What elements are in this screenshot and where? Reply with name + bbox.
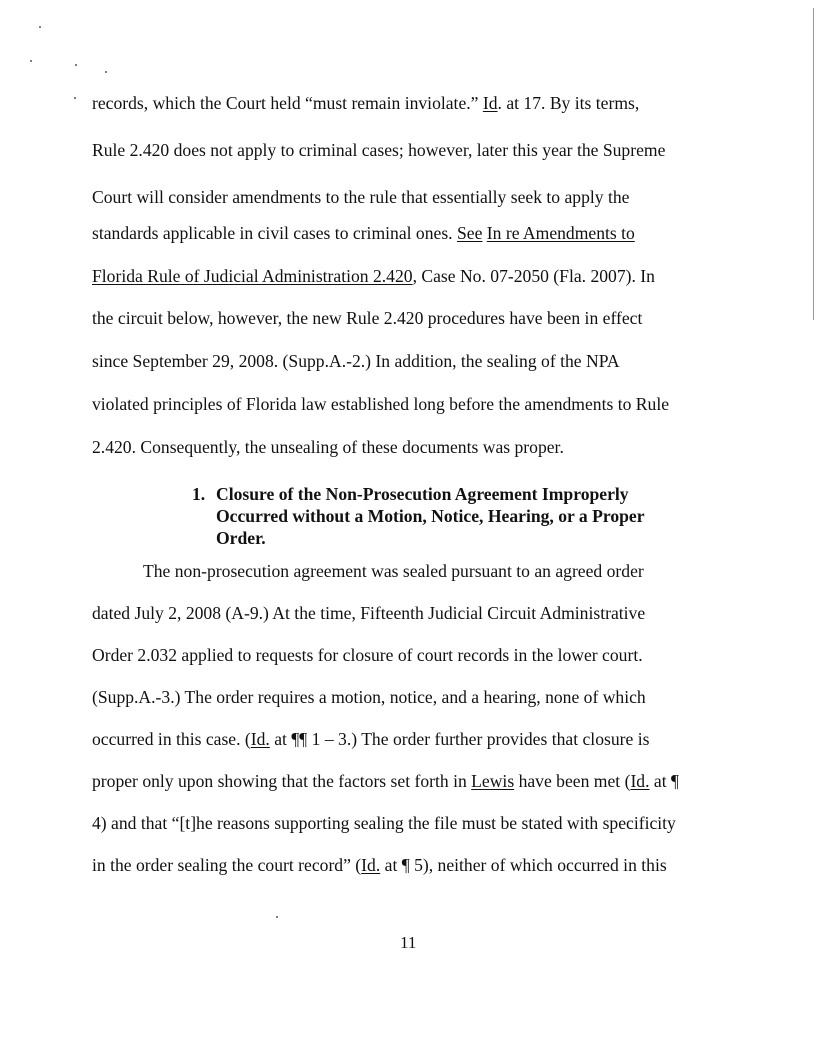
scan-speck [75,64,77,66]
text-run: proper only upon showing that the factors set forth in [92,771,472,791]
scan-speck [276,916,278,918]
text-line [92,645,643,665]
heading-line: Occurred without a Motion, Notice, Hearing, or a Proper [216,506,645,526]
text-line [92,140,665,160]
text-line [92,266,655,286]
text-line [92,187,629,207]
case-citation: In re Amendments to [486,223,635,243]
text-run: Court will consider amendments to the rule that essentially seek to apply the [92,187,630,207]
text-run: Order 2.032 applied to requests for closure of court records in the lower court. [92,645,643,665]
text-run: at ¶ 5), neither of which occurred in this [380,855,667,875]
page-number: 11 [400,933,417,952]
scan-speck [74,97,76,99]
citation-id: Id. [250,729,270,749]
heading-number: 1. [192,484,206,504]
case-citation: Lewis [471,771,515,791]
text-run: Rule 2.420 does not apply to criminal cases; however, later this year the Supreme [92,140,666,160]
text-line [92,351,620,371]
text-line [92,308,642,328]
text-line [143,561,644,581]
text-run: have been met ( [514,771,631,791]
text-run: (Supp.A.-3.) The order requires a motion, notice, and a hearing, none of which [92,687,646,707]
text-line [92,394,669,414]
citation-id: Id. [361,855,381,875]
text-run: , Case No. 07-2050 (Fla. 2007). In [412,266,655,286]
text-run: The non-prosecution agreement was sealed pursuant to an agreed order [143,561,644,581]
text-line [92,813,676,833]
text-run: violated principles of Florida law established long before the amendments to Rule [92,394,670,414]
text-run: in the order sealing the court record” ( [92,855,362,875]
text-run: . at 17. By its terms, [497,93,640,113]
scan-speck [39,26,41,28]
text-run: the circuit below, however, the new Rule 2.420 procedures have been in effect [92,308,643,328]
text-line [92,855,667,875]
text-run: at ¶ [649,771,679,791]
scan-speck [105,71,107,73]
section-heading [192,483,692,549]
text-line [92,729,649,749]
text-run: 4) and that “[t]he reasons supporting sealing the file must be stated with specificity [92,813,676,833]
text-line [92,93,639,113]
text-run: since September 29, 2008. (Supp.A.-2.) In addition, the sealing of the NPA [92,351,620,371]
heading-line: Order. [216,528,266,548]
text-run: records, which the Court held “must remain inviolate.” [92,93,483,113]
signal-see: See [456,223,483,243]
citation-id: Id [482,93,498,113]
scan-edge-line [813,8,814,320]
heading-line: Closure of the Non-Prosecution Agreement Improperly [216,484,629,504]
text-line [92,687,646,707]
text-run: standards applicable in civil cases to criminal ones. [92,223,457,243]
text-run: 2.420. Consequently, the unsealing of these documents was proper. [92,437,564,457]
case-citation: Florida Rule of Judicial Administration 2.420 [92,266,413,286]
text-line [92,223,635,243]
text-run: at ¶¶ 1 – 3.) The order further provides that closure is [269,729,650,749]
citation-id: Id. [630,771,650,791]
text-line [92,771,679,791]
text-run: dated July 2, 2008 (A-9.) At the time, Fifteenth Judicial Circuit Administrative [92,603,646,623]
text-line [92,603,645,623]
scan-speck [30,60,32,62]
text-line [92,437,564,457]
text-run: occurred in this case. ( [92,729,251,749]
